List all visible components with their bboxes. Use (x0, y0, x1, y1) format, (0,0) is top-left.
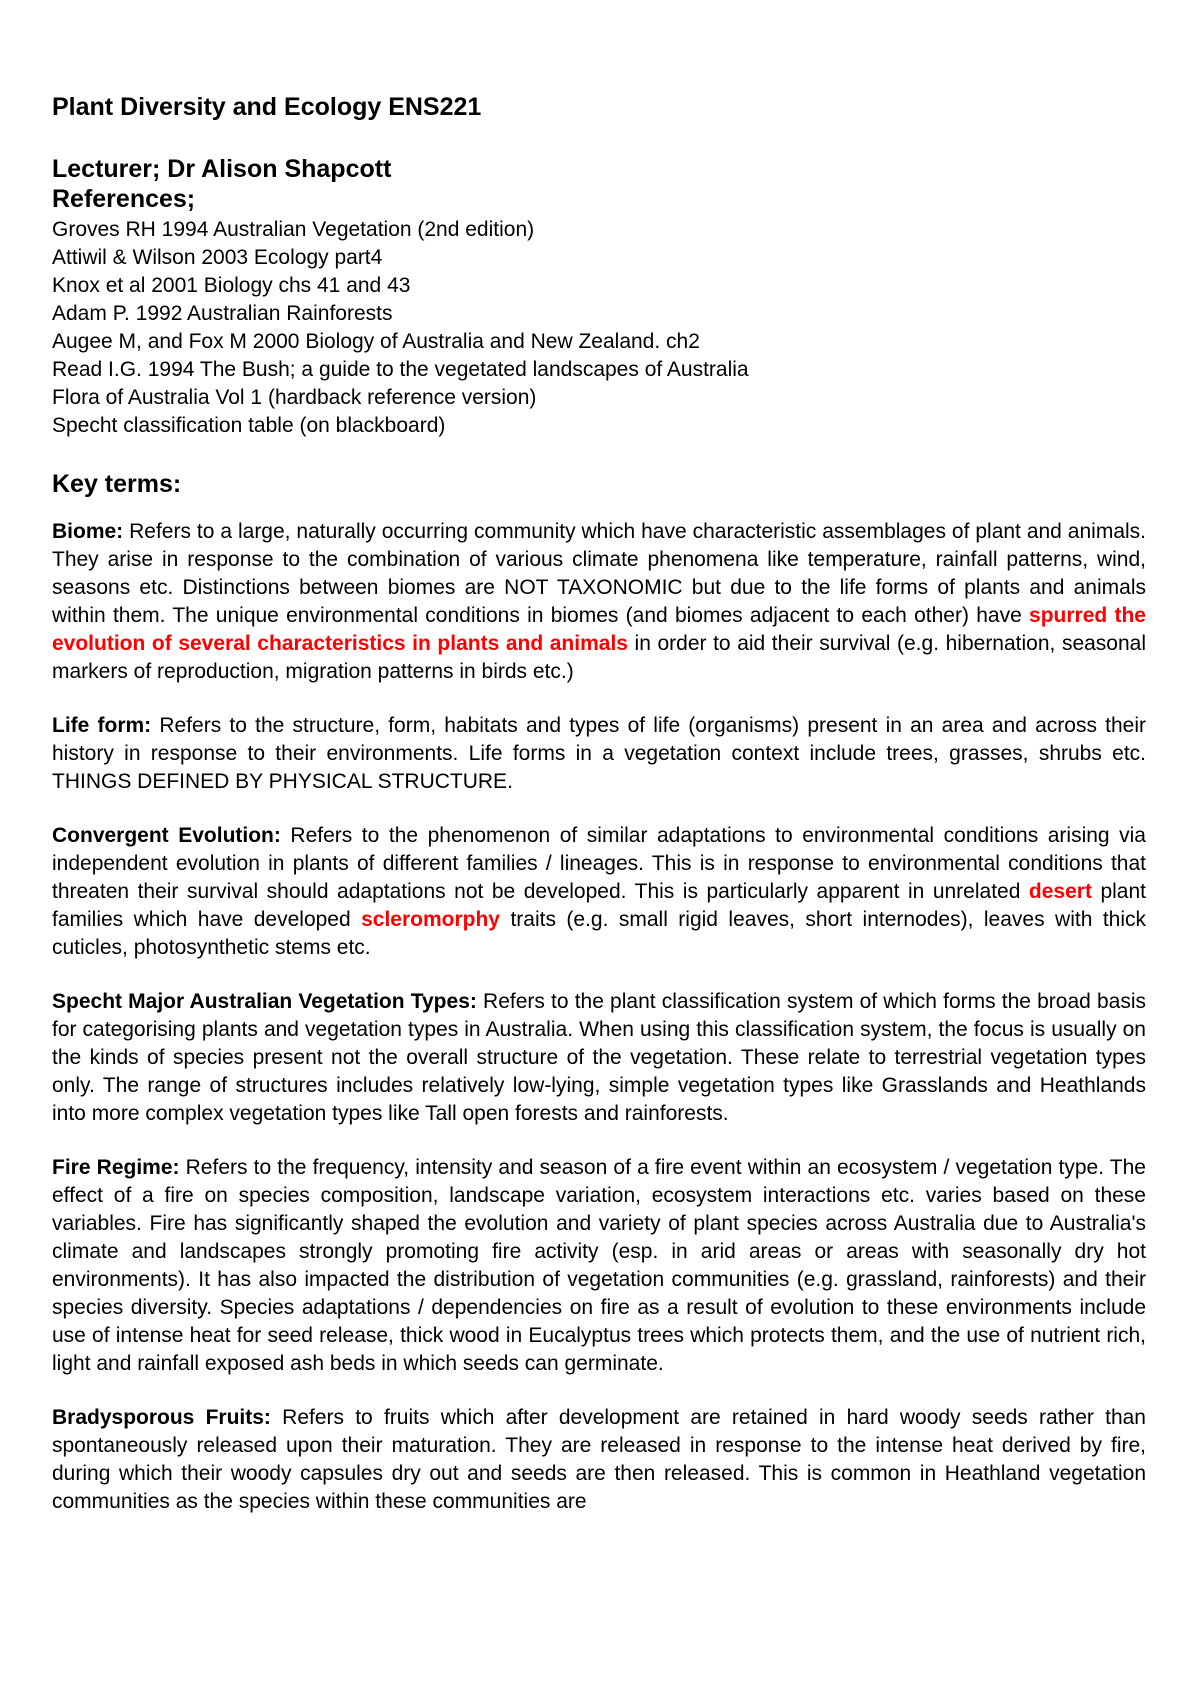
term-name: Fire Regime: (52, 1156, 180, 1179)
term-name: Specht Major Australian Vegetation Types: (52, 990, 477, 1013)
reference-item: Flora of Australia Vol 1 (hardback reference version) (52, 386, 537, 409)
reference-item: Groves RH 1994 Australian Vegetation (2nd edition) (52, 218, 535, 241)
term-text: in order to aid their survival (e.g. hibernation, seasonal markers of reproduction, migration patterns in birds etc.) (52, 632, 1147, 683)
term-highlight: spurred the evolution of several characteristics in plants and animals (52, 604, 1146, 655)
term-name: Life form: (52, 714, 152, 737)
reference-item: Augee M, and Fox M 2000 Biology of Australia and New Zealand. ch2 (52, 330, 700, 353)
term-text: Refers to the frequency, intensity and season of a fire event within an ecosystem / vegetation type. The effect of a fire on species composition, landscape variation, ecosystem interactions etc. varies based on these variables. Fire has significantly shaped the evolution and variety of plant species across Australia due to Australia's climate and landscapes strongly promoting fire activity (esp. in arid areas or areas with seasonally dry hot environments). It has also impacted the distribution of vegetation communities (e.g. grassland, rainforests) and their species diversity. Species adaptations / dependencies on fire as a result of evolution to these environments include use of intense heat for seed release, thick wood in Eucalyptus trees which protects them, and the use of nutrient rich, light and rainfall exposed ash beds in which seeds can germinate. (52, 1156, 1146, 1375)
key-terms-heading: Key terms: (52, 470, 182, 498)
document-page (52, 92, 1146, 1516)
term-bradysporous-fruits (52, 1404, 1146, 1516)
term-specht (52, 988, 1146, 1128)
term-text: plant families which have developed (52, 880, 1146, 931)
term-name: Bradysporous Fruits: (52, 1406, 271, 1429)
term-text: traits (e.g. small rigid leaves, short internodes), leaves with thick cuticles, photosynthetic stems etc. (52, 908, 1146, 959)
reference-item: Adam P. 1992 Australian Rainforests (52, 302, 393, 325)
term-convergent-evolution (52, 822, 1146, 962)
document-title: Plant Diversity and Ecology ENS221 (52, 93, 482, 121)
term-name: Convergent Evolution: (52, 824, 281, 847)
term-life-form (52, 712, 1146, 796)
term-text: Refers to the phenomenon of similar adaptations to environmental conditions arising via independent evolution in plants of different families / lineages. This is in response to environmental conditions that threaten their survival should adaptations not be developed. This is particularly apparent in unrelated (52, 824, 1146, 903)
term-fire-regime (52, 1154, 1146, 1378)
term-name: Biome: (52, 520, 124, 543)
reference-item: Attiwil & Wilson 2003 Ecology part4 (52, 246, 383, 269)
term-text: Refers to the plant classification system of which forms the broad basis for categorising plants and vegetation types in Australia. When using this classification system, the focus is usually on the kinds of species present not the overall structure of the vegetation. These relate to terrestrial vegetation types only. The range of structures includes relatively low-lying, simple vegetation types like Grasslands and Heathlands into more complex vegetation types like Tall open forests and rainforests. (52, 990, 1147, 1125)
term-text: Refers to fruits which after development are retained in hard woody seeds rather than spontaneously released upon their maturation. They are released in response to the intense heat derived by fire, during which their woody capsules dry out and seeds are then released. This is common in Heathland vegetation communities as the species within these communities are (52, 1406, 1146, 1513)
term-highlight: desert (1028, 880, 1092, 903)
term-text: Refers to the structure, form, habitats and types of life (organisms) present in an area and across their history in response to their environments. Life forms in a vegetation context include trees, grasses, shrubs etc. THINGS DEFINED BY PHYSICAL STRUCTURE. (52, 714, 1146, 793)
references-heading: References; (52, 185, 196, 213)
reference-list (52, 216, 1146, 440)
term-highlight: scleromorphy (361, 908, 500, 931)
term-biome (52, 518, 1146, 686)
reference-item: Read I.G. 1994 The Bush; a guide to the vegetated landscapes of Australia (52, 358, 749, 381)
lecturer-line: Lecturer; Dr Alison Shapcott (52, 155, 392, 183)
reference-item: Knox et al 2001 Biology chs 41 and 43 (52, 274, 411, 297)
reference-item: Specht classification table (on blackboard) (52, 414, 446, 437)
term-text: Refers to a large, naturally occurring community which have characteristic assemblages of plant and animals. They arise in response to the combination of various climate phenomena like temperature, rainfall patterns, wind, seasons etc. Distinctions between biomes are NOT TAXONOMIC but due to the life forms of plants and animals within them. The unique environmental conditions in biomes (and biomes adjacent to each other) have (52, 520, 1146, 627)
